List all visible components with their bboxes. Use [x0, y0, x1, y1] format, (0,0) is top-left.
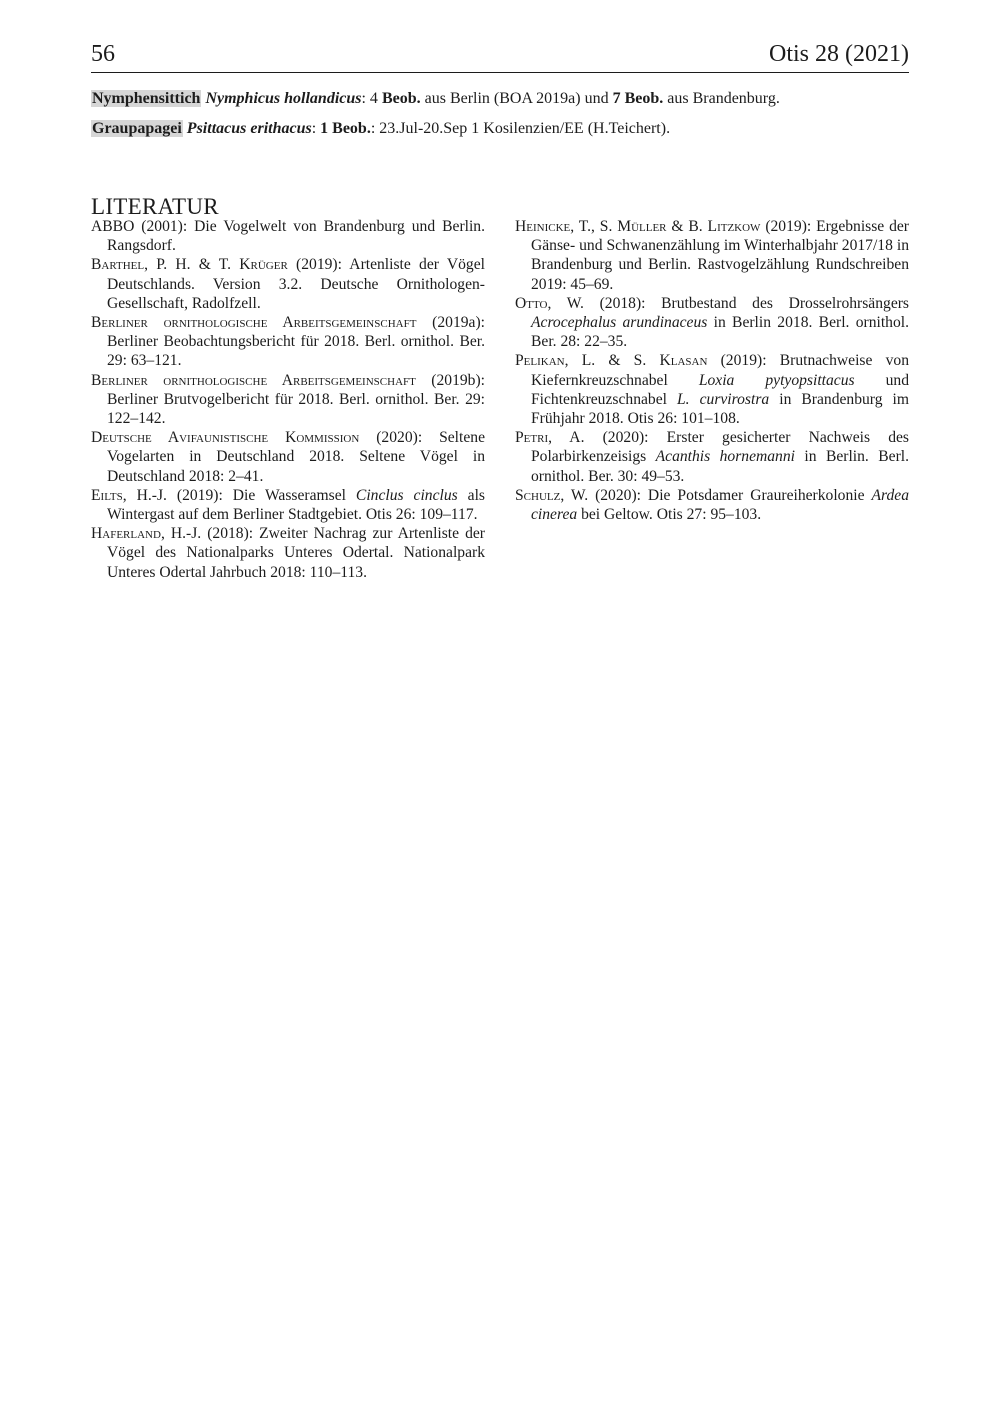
species-name: Graupapagei	[92, 120, 182, 137]
reference-entry: Eilts, H.-J. (2019): Die Wasseramsel Cinclus cinclus als Wintergast auf dem Berliner Stadtgebiet. Otis 26: 109–117.	[91, 486, 485, 524]
references-left-column	[91, 217, 485, 582]
species-latin-name: Psittacus erithacus	[186, 120, 312, 137]
journal-reference: Otis 28 (2021)	[769, 41, 909, 67]
species-entry-nymphensittich: Nymphensittich Nymphicus hollandicus: 4 Beob. aus Berlin (BOA 2019a) und 7 Beob. aus Brandenburg.	[92, 90, 780, 107]
reference-entry: Deutsche Avifaunistische Kommission (2020): Seltene Vogelarten in Deutschland 2018. Seltene Vögel in Deutschland 2018: 2–41.	[91, 429, 485, 485]
reference-entry: Berliner ornithologische Arbeitsgemeinschaft (2019a): Berliner Beobachtungsbericht für 2018. Berl. ornithol. Ber. 29: 63–121.	[91, 314, 485, 370]
species-latin-name: Nymphicus hollandicus	[205, 90, 362, 107]
reference-entry: Heinicke, T., S. Müller & B. Litzkow (2019): Ergebnisse der Gänse- und Schwanenzählung im Winterhalbjahr 2017/18 in Brandenburg und Berlin. Rastvogelzählung Rundschreiben 2019: 45–69.	[515, 218, 909, 293]
reference-entry: Schulz, W. (2020): Die Potsdamer Graureiherkolonie Ardea cinerea bei Geltow. Otis 27: 95–103.	[515, 486, 909, 524]
reference-entry: Berliner ornithologische Arbeitsgemeinschaft (2019b): Berliner Brutvogelbericht für 2018. Berl. ornithol. Ber. 29: 122–142.	[91, 371, 486, 428]
section-heading-literatur: LITERATUR	[91, 194, 219, 220]
page-header	[91, 40, 909, 73]
page-number: 56	[91, 41, 115, 67]
reference-entry: Otto, W. (2018): Brutbestand des Drosselrohrsängers Acrocephalus arundinaceus in Berlin 2018. Berl. ornithol. Ber. 28: 22–35.	[515, 294, 909, 351]
reference-entry: Haferland, H.-J. (2018): Zweiter Nachrag zur Artenliste der Vögel des Nationalparks Unteres Odertal. Nationalpark Unteres Odertal Jahrbuch 2018: 110–113.	[91, 525, 485, 581]
species-entry-graupapagei: Graupapagei Psittacus erithacus: 1 Beob.: 23.Jul-20.Sep 1 Kosilenzien/EE (H.Teichert).	[92, 120, 671, 137]
reference-entry: Pelikan, L. & S. Klasan (2019): Brutnachweise von Kiefernkreuzschnabel Loxia pytyopsittacus und Fichtenkreuzschnabel L. curvirostra in Brandenburg im Frühjahr 2018. Otis 26: 101–108.	[515, 352, 910, 428]
reference-entry: Barthel, P. H. & T. Krüger (2019): Artenliste der Vögel Deutschlands. Version 3.2. Deutsche Ornithologen-Gesellschaft, Radolfzell.	[91, 256, 485, 312]
reference-entry: Petri, A. (2020): Erster gesicherter Nachweis des Polarbirkenzeisigs Acanthis hornemanni in Berlin. Berl. ornithol. Ber. 30: 49–53.	[515, 429, 909, 485]
reference-entry: ABBO (2001): Die Vogelwelt von Brandenburg und Berlin. Rangsdorf.	[91, 218, 485, 255]
references-right-column	[515, 217, 909, 524]
species-name: Nymphensittich	[92, 90, 201, 107]
